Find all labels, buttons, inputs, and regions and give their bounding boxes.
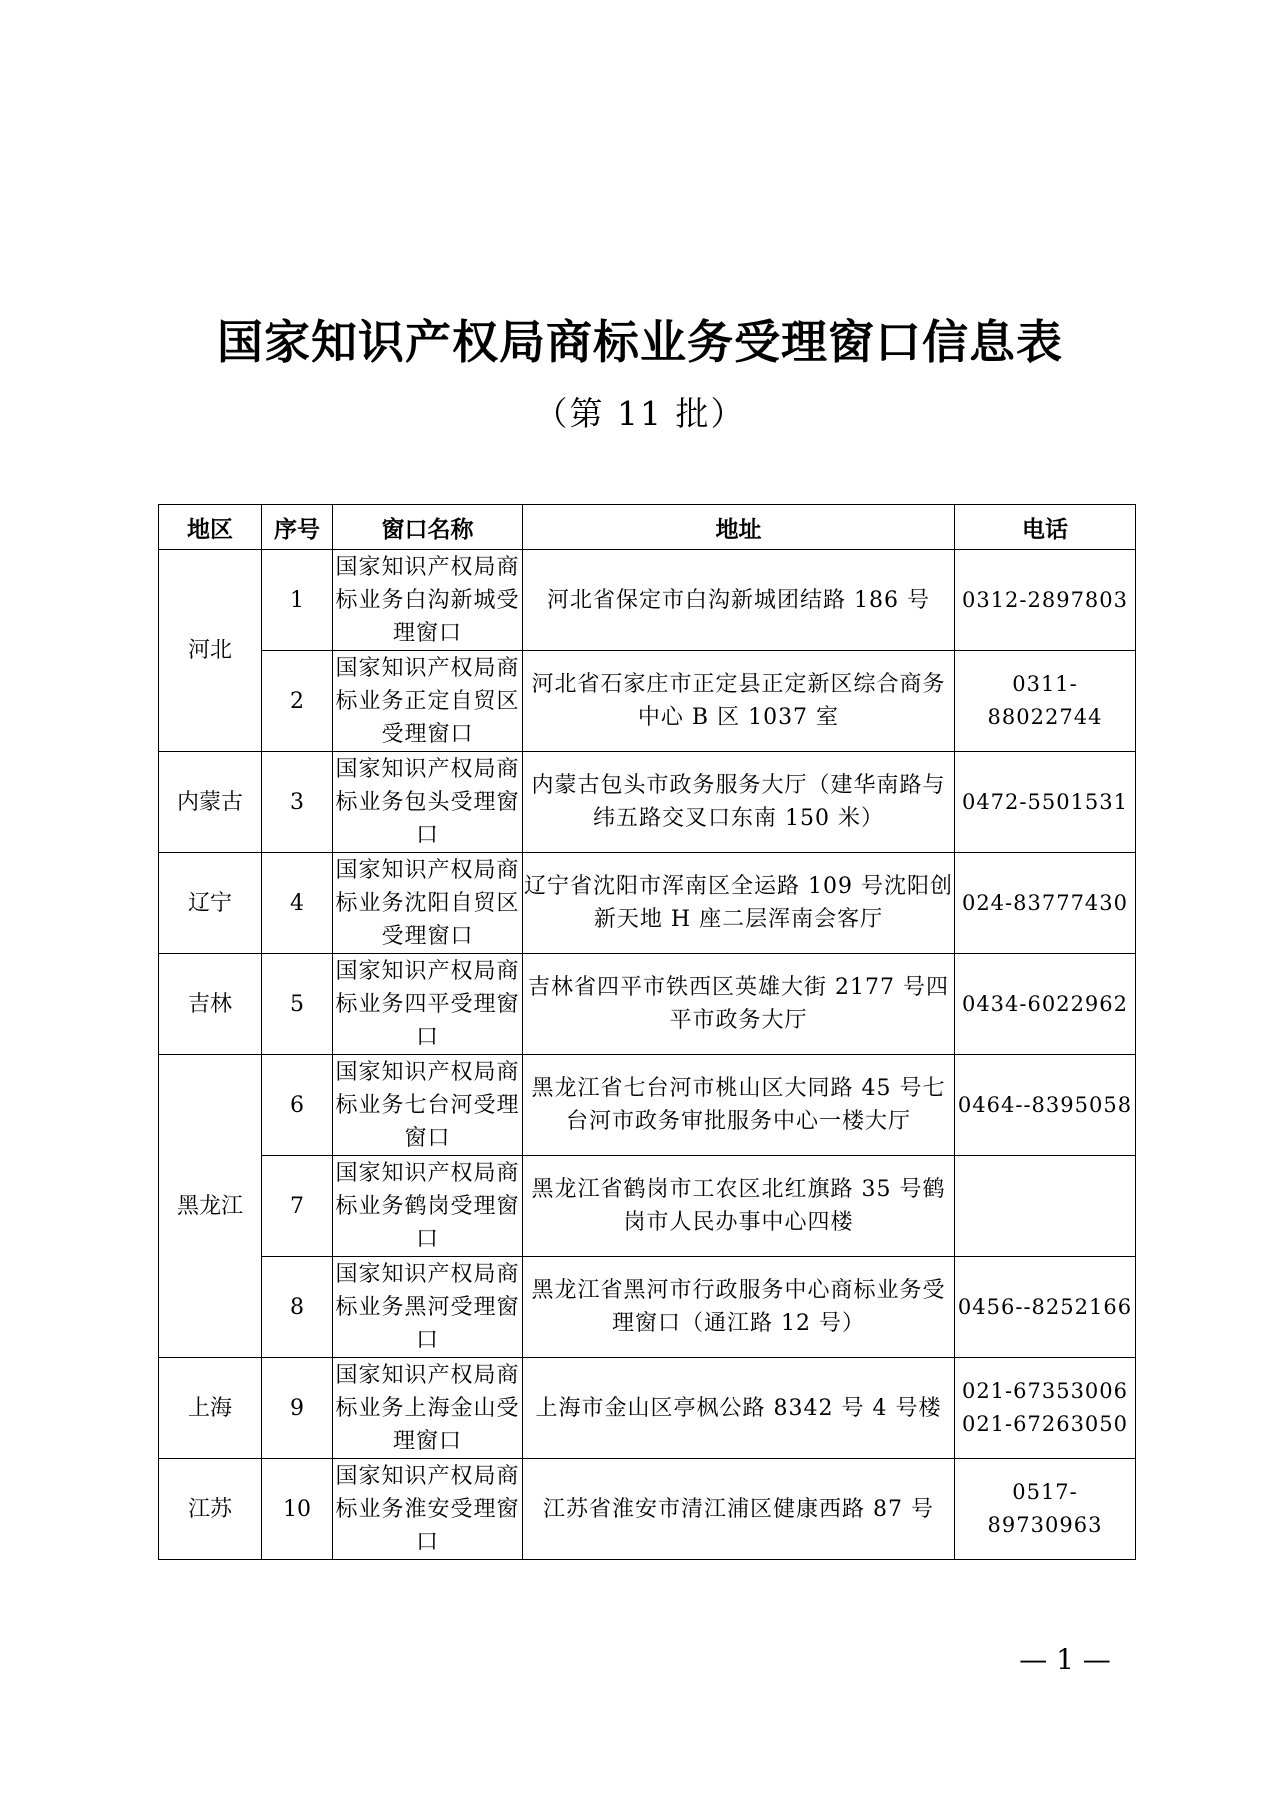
table-row xyxy=(159,1459,1136,1560)
table-row xyxy=(159,752,1136,853)
header-region: 地区 xyxy=(159,505,262,550)
header-window-name: 窗口名称 xyxy=(333,505,523,550)
region-cell: 辽宁 xyxy=(159,853,262,954)
phone-cell xyxy=(955,954,1136,1055)
table-row xyxy=(159,1257,1136,1358)
window-name-cell: 国家知识产权局商标业务鹤岗受理窗口 xyxy=(333,1156,523,1257)
phone-number: 0311-88022744 xyxy=(987,672,1103,729)
document-subtitle: （第 11 批） xyxy=(534,394,746,433)
phone-number: 0472-5501531 xyxy=(961,789,1129,814)
address-cell: 内蒙古包头市政务服务大厅（建华南路与纬五路交叉口东南 150 米） xyxy=(523,752,955,853)
window-name-cell: 国家知识产权局商标业务黑河受理窗口 xyxy=(333,1257,523,1358)
address-cell: 河北省石家庄市正定县正定新区综合商务中心 B 区 1037 室 xyxy=(523,651,955,752)
window-name-cell: 国家知识产权局商标业务白沟新城受理窗口 xyxy=(333,550,523,651)
header-address: 地址 xyxy=(523,505,955,550)
window-name-cell: 国家知识产权局商标业务淮安受理窗口 xyxy=(333,1459,523,1560)
phone-number: 0464--8395058 xyxy=(957,1092,1133,1117)
seq-cell: 1 xyxy=(262,550,333,651)
seq-cell: 2 xyxy=(262,651,333,752)
region-cell: 黑龙江 xyxy=(159,1055,262,1358)
table-row xyxy=(159,550,1136,651)
address-cell: 辽宁省沈阳市浑南区全运路 109 号沈阳创新天地 H 座二层浑南会客厅 xyxy=(523,853,955,954)
region-cell: 内蒙古 xyxy=(159,752,262,853)
seq-cell: 8 xyxy=(262,1257,333,1358)
phone-cell xyxy=(955,1358,1136,1459)
table-row xyxy=(159,1358,1136,1459)
phone-cell xyxy=(955,853,1136,954)
address-cell: 黑龙江省鹤岗市工农区北红旗路 35 号鹤岗市人民办事中心四楼 xyxy=(523,1156,955,1257)
phone-cell xyxy=(955,651,1136,752)
phone-cell xyxy=(955,1055,1136,1156)
seq-cell: 3 xyxy=(262,752,333,853)
seq-cell: 7 xyxy=(262,1156,333,1257)
window-name-cell: 国家知识产权局商标业务七台河受理窗口 xyxy=(333,1055,523,1156)
window-name-cell: 国家知识产权局商标业务上海金山受理窗口 xyxy=(333,1358,523,1459)
table-header-row xyxy=(159,505,1136,550)
phone-number: 021-67353006 xyxy=(961,1379,1129,1403)
phone-number: 024-83777430 xyxy=(961,890,1129,915)
document-title: 国家知识产权局商标业务受理窗口信息表 xyxy=(217,315,1063,369)
phone-cell xyxy=(955,1459,1136,1560)
address-cell: 河北省保定市白沟新城团结路 186 号 xyxy=(523,550,955,651)
region-cell: 江苏 xyxy=(159,1459,262,1560)
page-number: — 1 — xyxy=(1019,1643,1111,1676)
region-cell: 河北 xyxy=(159,550,262,752)
address-cell: 上海市金山区亭枫公路 8342 号 4 号楼 xyxy=(523,1358,955,1459)
table-row xyxy=(159,1055,1136,1156)
region-cell: 吉林 xyxy=(159,954,262,1055)
table-row xyxy=(159,954,1136,1055)
phone-cell xyxy=(955,1257,1136,1358)
phone-number: 0517-89730963 xyxy=(987,1480,1103,1537)
address-cell: 吉林省四平市铁西区英雄大街 2177 号四平市政务大厅 xyxy=(523,954,955,1055)
phone-cell xyxy=(955,752,1136,853)
window-name-cell: 国家知识产权局商标业务正定自贸区受理窗口 xyxy=(333,651,523,752)
seq-cell: 6 xyxy=(262,1055,333,1156)
seq-cell: 5 xyxy=(262,954,333,1055)
header-phone: 电话 xyxy=(955,505,1136,550)
seq-cell: 9 xyxy=(262,1358,333,1459)
table-row xyxy=(159,651,1136,752)
seq-cell: 10 xyxy=(262,1459,333,1560)
phone-number: 021-67263050 xyxy=(961,1412,1129,1436)
phone-number: 0456--8252166 xyxy=(957,1294,1133,1319)
address-cell: 黑龙江省黑河市行政服务中心商标业务受理窗口（通江路 12 号） xyxy=(523,1257,955,1358)
region-cell: 上海 xyxy=(159,1358,262,1459)
phone-number: 0434-6022962 xyxy=(961,991,1129,1016)
window-name-cell: 国家知识产权局商标业务沈阳自贸区受理窗口 xyxy=(333,853,523,954)
table-row xyxy=(159,1156,1136,1257)
phone-cell xyxy=(955,1156,1136,1257)
phone-cell xyxy=(955,550,1136,651)
window-name-cell: 国家知识产权局商标业务包头受理窗口 xyxy=(333,752,523,853)
window-name-cell: 国家知识产权局商标业务四平受理窗口 xyxy=(333,954,523,1055)
window-info-table xyxy=(158,504,1136,1560)
address-cell: 江苏省淮安市清江浦区健康西路 87 号 xyxy=(523,1459,955,1560)
seq-cell: 4 xyxy=(262,853,333,954)
table-row xyxy=(159,853,1136,954)
address-cell: 黑龙江省七台河市桃山区大同路 45 号七台河市政务审批服务中心一楼大厅 xyxy=(523,1055,955,1156)
header-seq: 序号 xyxy=(262,505,333,550)
phone-number: 0312-2897803 xyxy=(961,587,1129,612)
